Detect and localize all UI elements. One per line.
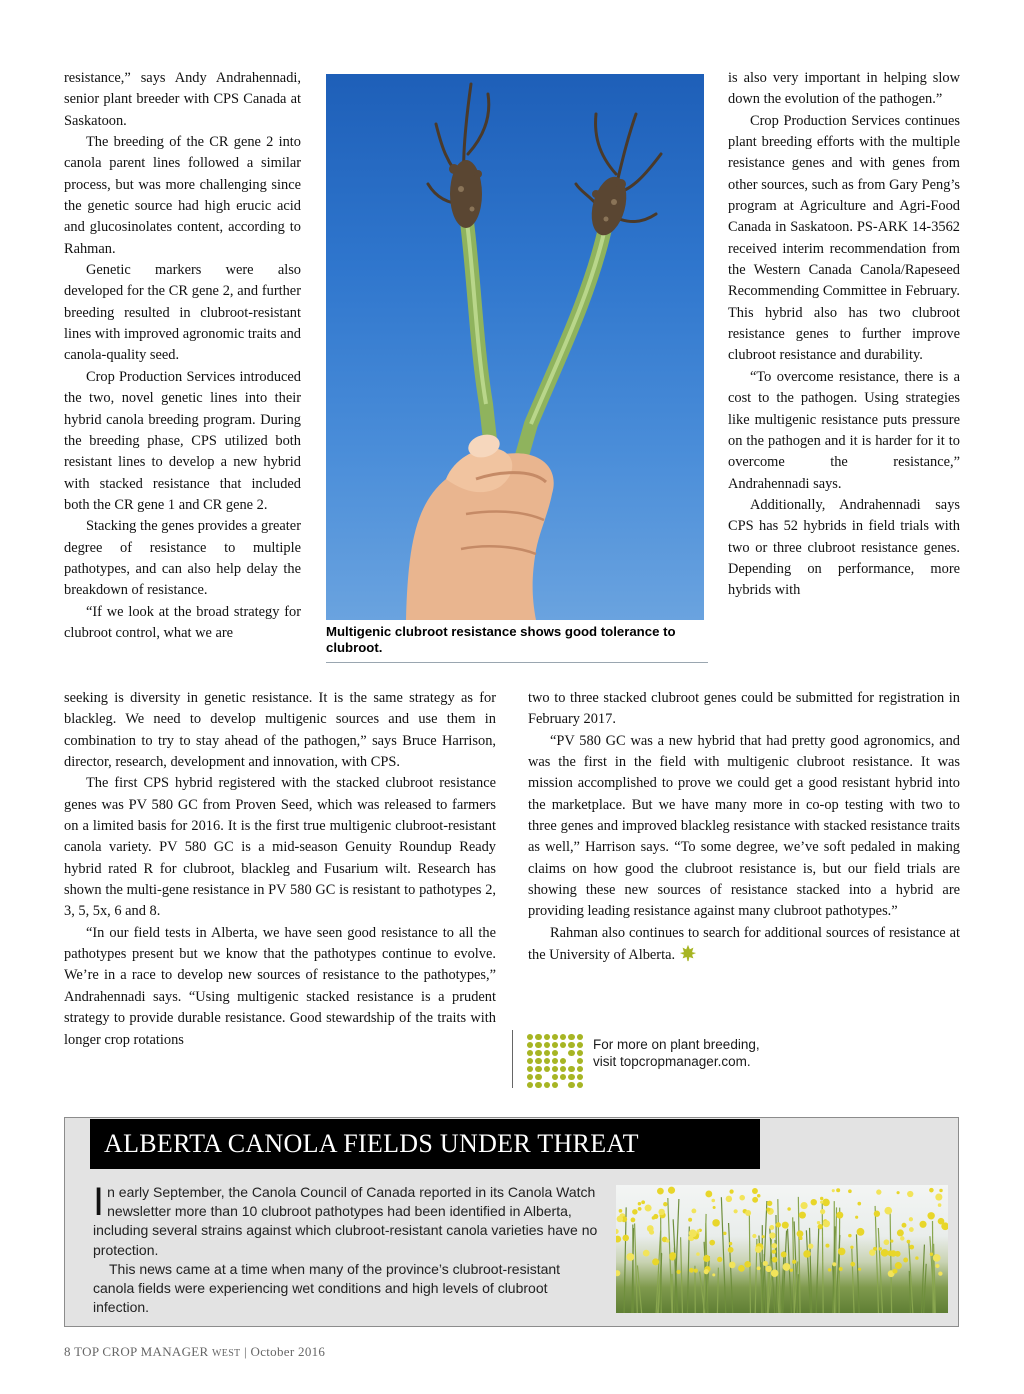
body-paragraph: Crop Production Services continues plant breeding efforts with the multiple resistance genes and with genes from other sources, such as from Gary Peng’s program at Agriculture and Agri-Food Canada in Saskatoon. PS-ARK 14-3562 received interim recommendation from the Western Canada Canola/Rapeseed Recommending Committee in February. This hybrid also has two clubroot resistance genes to further improve clubroot resistance and durability. [728,112,960,364]
sidebar-body [93,1180,603,1317]
body-paragraph: “To overcome resistance, there is a cost to the pathogen. Using strategies like multigenic resistance puts pressure on the pathogen and it is harder for it to overcome the resistance,” Andrahennadi says. [728,368,960,492]
sidebar-paragraph: This news came at a time when many of the province’s clubroot-resistant canola fields were experiencing wet conditions and high levels of clubroot infection. [93,1260,561,1316]
page-footer [64,1344,325,1360]
body-paragraph: Genetic markers were also developed for the CR gene 2, and further breeding resulted in clubroot-resistant lines with improved agronomic traits and canola-quality seed. [64,262,301,364]
sidebar-heading: ALBERTA CANOLA FIELDS UNDER THREAT [90,1119,760,1169]
hand-holding-canola-roots-illustration [326,74,704,620]
dot-grid-icon [527,1034,583,1088]
footer-separator: | [244,1344,247,1359]
photo-caption: Multigenic clubroot resistance shows good tolerance to clubroot. [326,624,708,663]
canola-field-illustration [616,1185,948,1313]
body-paragraph: Crop Production Services introduced the two, novel genetic lines into their hybrid canola breeding program. During the breeding phase, CPS utilized both resistant lines to develop a new hybrid with stacked resistance that included both the CR gene 1 and CR gene 2. [64,368,301,513]
sidebar-paragraph: In early September, the Canola Council of Canada reported in its Canola Watch newsletter more than 10 clubroot pathotypes had been identified in Alberta, including several strains against which clubroot-resistant canola varieties have no protection. [93,1180,598,1258]
body-paragraph: The breeding of the CR gene 2 into canola parent lines followed a similar process, but was more challenging since the genetic source had high erucic acid and glucosinolates content, according to Rahman. [64,134,301,257]
left-column [64,68,301,644]
issue-date: October 2016 [250,1344,326,1359]
body-paragraph: “PV 580 GC was a new hybrid that had pretty good agronomics, and was the first in the field with multigenic clubroot resistance. It was mission accomplished to prove we could get a good resistant hybrid into the marketplace. But we have many more in co-op testing with two to three genes and improved blackleg resistance with stacked resistance traits as well,” Harrison says. “To some degree, we’ve soft pedaled in making claims on how good the clubroot resistance is, but our field trials are showing these new sources of resistance stacked into a hybrid are providing leading resistance against many clubroot pathotypes.” [528,732,960,920]
body-paragraph: seeking is diversity in genetic resistance. It is the same strategy as for blackleg. We need to develop multigenic sources and use them in combination to try to stay ahead of the pathogen,” says Bruce Harrison, director, research, development and innovation, with CPS. [64,690,496,771]
body-paragraph: “If we look at the broad strategy for clubroot control, what we are [64,603,301,641]
canola-field-photo [616,1185,948,1313]
right-wide-column [528,688,960,966]
promo-line-1: For more on plant breeding, [593,1037,760,1052]
promo-text[interactable] [593,1036,833,1070]
body-paragraph: “In our field tests in Alberta, we have seen good resistance to all the pathotypes present but we know that the pathotypes continue to evolve. We’re in a race to develop new sources of resistance to the pathotypes,” Andrahennadi says. “Using multigenic stacked resistance is a prudent strategy to provide durable resistance. Good stewardship of the traits with longer crop rotations [64,924,496,1048]
left-wide-column [64,688,496,1051]
promo-link[interactable]: visit topcropmanager.com. [593,1054,751,1069]
body-paragraph: Stacking the genes provides a greater degree of resistance to multiple pathotypes, and can also help delay the breakdown of resistance. [64,518,301,599]
body-paragraph: two to three stacked clubroot genes could be submitted for registration in February 2017. [528,690,960,728]
body-paragraph: Additionally, Andrahennadi says CPS has 52 hybrids in field trials with two or three clubroot resistance genes. Depending on performance, more hybrids with [728,496,960,599]
right-column [728,68,960,602]
body-paragraph: resistance,” says Andy Andrahennadi, senior plant breeder with CPS Canada at Saskatoon. [64,70,301,129]
clubroot-photo [326,74,704,620]
publication-name: TOP CROP MANAGER [74,1344,209,1359]
body-paragraph: is also very important in helping slow down the evolution of the pathogen.” [728,70,960,108]
page-number: 8 [64,1344,71,1359]
promo-divider [512,1030,513,1088]
maple-leaf-icon [679,944,697,962]
body-paragraph: Rahman also continues to search for additional sources of resistance at the University of Alberta. [528,924,960,964]
drop-cap: I [93,1180,105,1224]
body-paragraph: The first CPS hybrid registered with the stacked clubroot resistance genes was PV 580 GC from Proven Seed, which was released to farmers on a limited basis for 2016. It is the first true multigenic clubroot-resistant canola variety. PV 580 GC is a mid-season Genuity Roundup Ready hybrid rated R for clubroot, blackleg and Fusarium wilt. Research has shown the multi-gene resistance in PV 580 GC is resistant to pathotypes 2, 3, 5, 5x, 6 and 8. [64,775,496,920]
publication-edition: WEST [212,1348,241,1359]
